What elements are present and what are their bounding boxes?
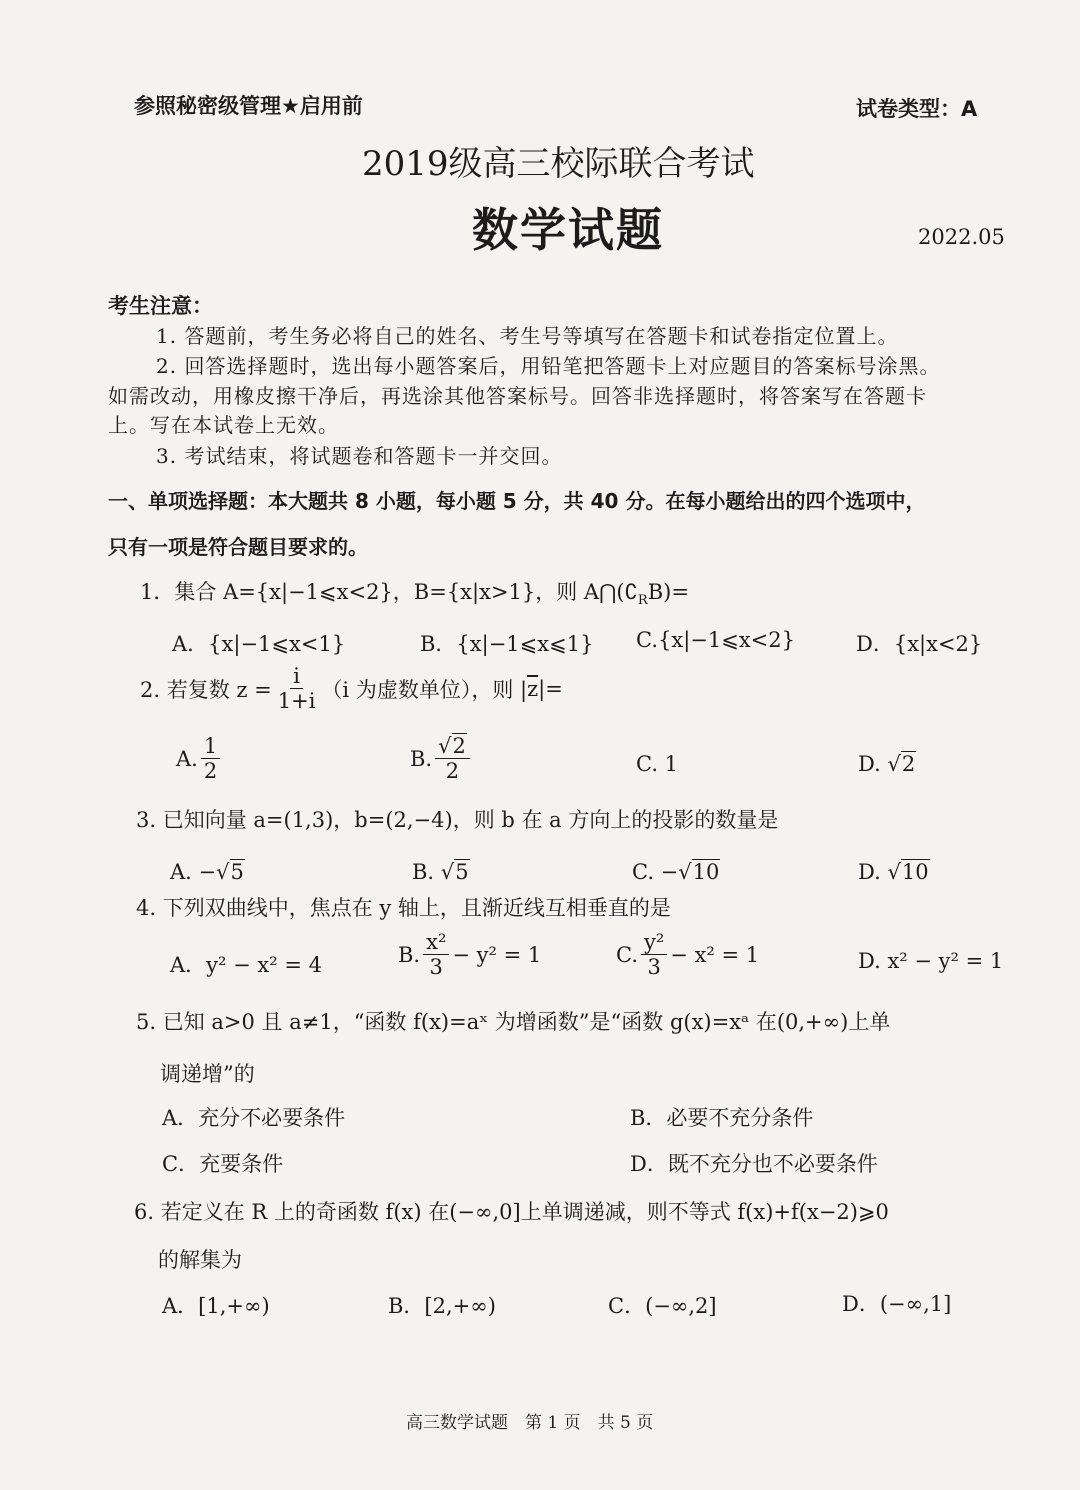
question-3-stem: 3. 已知向量 a=(1,3)，b=(2,−4)，则 b 在 a 方向上的投影的数量是: [136, 808, 779, 832]
q6-option-d: D．(−∞,1]: [842, 1292, 952, 1316]
q6-option-b: B．[2,+∞): [388, 1294, 496, 1318]
question-5-stem-line-1: 5. 已知 a>0 且 a≠1，“函数 f(x)=aˣ 为增函数”是“函数 g(x)=xᵃ 在(0,+∞)上单: [136, 1010, 891, 1034]
q3-option-c: C. −√10: [632, 860, 720, 884]
q2-fraction: $\frac{i}{1+i}$: [277, 664, 316, 714]
page-footer: 高三数学试题 第 1 页 共 5 页: [406, 1413, 654, 1433]
question-2-stem: 2. 若复数 z = $\frac{i}{1+i}$ （i 为虚数单位），则 | $\overline{z}$ |=: [140, 664, 563, 714]
exam-date: 2022.05: [918, 225, 1005, 249]
exam-name: 2019级高三校际联合考试: [362, 144, 755, 184]
notes-heading: 考生注意：: [108, 294, 213, 318]
section-1-heading-line-1: 一、单项选择题：本大题共 8 小题，每小题 5 分，共 40 分。在每小题给出的四个选项中，: [108, 489, 926, 513]
q5-option-c: C．充要条件: [162, 1152, 284, 1176]
q1-option-c: C.{x|−1⩽x<2}: [636, 628, 795, 652]
q2-option-d: D. √2: [858, 752, 916, 776]
q2-option-a: A. $\frac{1}{2}$: [176, 734, 223, 783]
note-item-1: 1. 答题前，考生务必将自己的姓名、考生号等填写在答题卡和试卷指定位置上。: [156, 324, 899, 348]
question-6-stem-line-1: 6. 若定义在 R 上的奇函数 f(x) 在(−∞,0]上单调递减，则不等式 f(x)+f(x−2)⩾0: [134, 1200, 889, 1224]
note-item-2-line-3: 上。写在本试卷上无效。: [108, 413, 339, 437]
q1-option-d: D．{x|x<2}: [856, 632, 983, 656]
secrecy-label: 参照秘密级管理★启用前: [134, 94, 363, 118]
q4-option-a: A．y² − x² = 4: [170, 953, 322, 977]
q6-option-c: C．(−∞,2]: [608, 1294, 717, 1318]
q2-option-c: C. 1: [636, 752, 679, 776]
q3-option-b: B. √5: [412, 860, 469, 884]
q4-option-d: D. x² − y² = 1: [858, 949, 1004, 973]
note-item-3: 3. 考试结束，将试题卷和答题卡一并交回。: [156, 444, 563, 468]
q5-option-b: B．必要不充分条件: [630, 1106, 814, 1130]
page-title: 数学试题: [472, 203, 664, 257]
q1-option-a: A．{x|−1⩽x<1}: [172, 632, 346, 656]
note-item-2-line-2: 如需改动，用橡皮擦干净后，再选涂其他答案标号。回答非选择题时，将答案写在答题卡: [108, 384, 927, 408]
section-1-heading-line-2: 只有一项是符合题目要求的。: [108, 535, 368, 559]
q2-option-b: B. $\frac{√2}{2}$: [410, 734, 473, 783]
q4-option-b: B. $\frac{\text{x²}}{3}$ − y² = 1: [398, 930, 542, 980]
q3-option-a: A. −√5: [170, 860, 244, 884]
q6-option-a: A．[1,+∞): [162, 1294, 270, 1318]
question-5-stem-line-2: 调递增”的: [160, 1062, 255, 1086]
question-4-stem: 4. 下列双曲线中，焦点在 y 轴上，且渐近线互相垂直的是: [136, 896, 671, 920]
q3-option-d: D. √10: [858, 860, 929, 884]
q5-option-d: D．既不充分也不必要条件: [630, 1152, 878, 1176]
question-6-stem-line-2: 的解集为: [158, 1248, 242, 1272]
question-1-stem: 1．集合 A={x|−1⩽x<2}，B={x|x>1}，则 $A⋂(∁_RB)=$: [140, 580, 689, 609]
q4-option-c: C. $\frac{\text{y²}}{3}$ − x² = 1: [616, 930, 760, 980]
q5-option-a: A．充分不必要条件: [162, 1106, 346, 1130]
note-item-2-line-1: 2. 回答选择题时，选出每小题答案后，用铅笔把答题卡上对应题目的答案标号涂黑。: [156, 354, 941, 378]
q1-option-b: B．{x|−1⩽x⩽1}: [420, 632, 594, 656]
paper-type-label: 试卷类型：A: [856, 97, 978, 121]
